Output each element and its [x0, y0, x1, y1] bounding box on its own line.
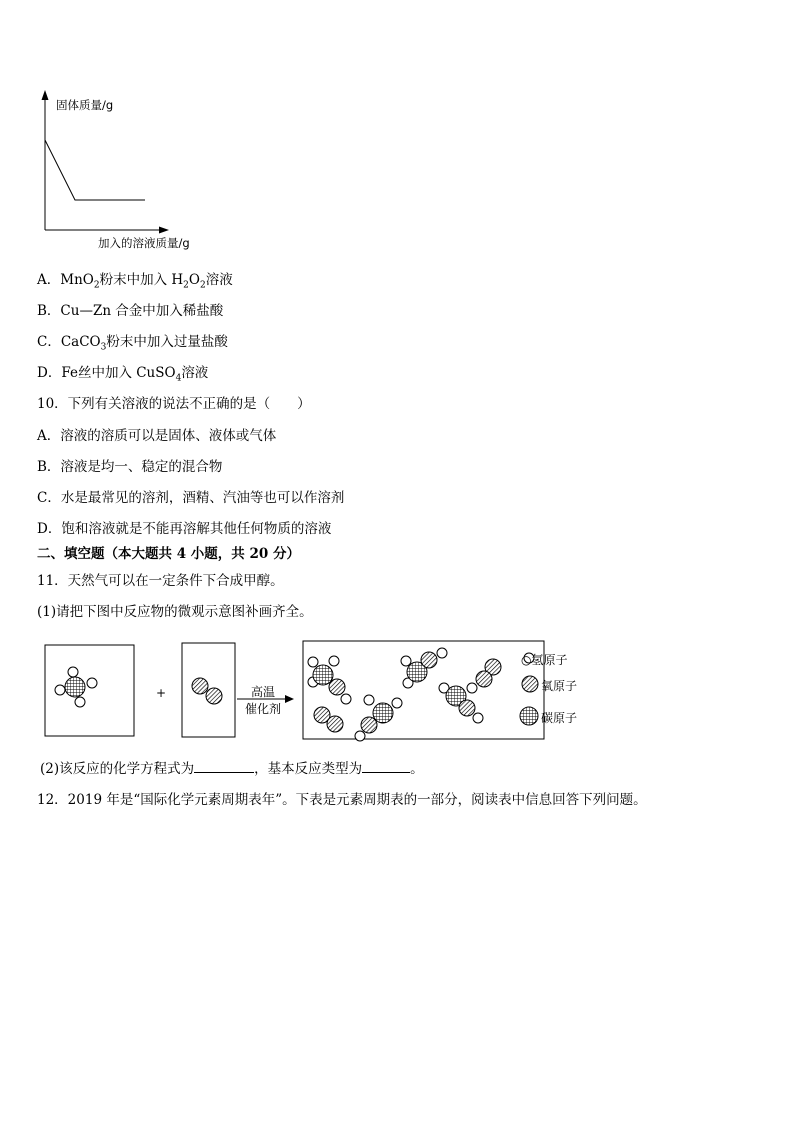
q10-option-c: C．水是最常见的溶剂，酒精、汽油等也可以作溶剂 [37, 490, 345, 506]
x-axis-arrow [159, 227, 169, 234]
methanol-molecule-4 [439, 683, 483, 723]
plus-sign: + [156, 686, 167, 700]
methanol-molecule-2 [401, 648, 447, 688]
legend-oxygen-icon [522, 676, 538, 692]
q10-stem: 10．下列有关溶液的说法不正确的是（ ） [37, 396, 311, 412]
oxygen-molecule [192, 678, 222, 704]
reaction-diagram [40, 638, 600, 743]
reaction-arrow-head [285, 695, 294, 703]
equation-blank [194, 760, 254, 773]
condition-catalyst: 催化剂 [244, 702, 281, 716]
q11-part2: (2)该反应的化学方程式为 ，基本反应类型为 。 [40, 761, 424, 777]
y-axis-arrow [42, 90, 49, 100]
q9-option-c: C．CaCO$_3$粉末中加入过量盐酸 [37, 334, 228, 353]
q9-option-a: A．MnO$_2$粉末中加入 $H_2O_2$溶液 [37, 272, 233, 291]
q9-option-d: D．Fe丝中加入 CuSO$_4$溶液 [37, 365, 209, 384]
methanol-molecule-3 [355, 695, 402, 741]
oxygen-molecule-product-1 [314, 707, 343, 732]
legend-carbon-label: 碳原子 [541, 711, 578, 725]
reaction-type-blank [362, 760, 410, 773]
x-axis-label: 加入的溶液质量/g [98, 236, 190, 250]
methanol-molecule-1 [308, 656, 351, 704]
y-axis-label: 固体质量/g [56, 98, 114, 112]
legend-carbon-icon [520, 707, 538, 725]
q10-option-b: B．溶液是均一、稳定的混合物 [37, 459, 223, 475]
q11-stem: 11．天然气可以在一定条件下合成甲醇。 [37, 573, 284, 589]
q10-option-d: D．饱和溶液就是不能再溶解其他任何物质的溶液 [37, 521, 332, 537]
legend-oxygen-label: 氧原子 [541, 679, 578, 693]
oxygen-molecule-product-2 [476, 659, 501, 687]
q12-stem: 12．2019 年是“国际化学元素周期表年”。下表是元素周期表的一部分，阅读表中信息回答下列问题。 [37, 792, 647, 808]
q9-option-b: B．Cu—Zn 合金中加入稀盐酸 [37, 303, 224, 319]
q11-part1: (1)请把下图中反应物的微观示意图补画齐全。 [37, 604, 313, 620]
q10-option-a: A．溶液的溶质可以是固体、液体或气体 [37, 428, 277, 444]
section-title: 二、填空题（本大题共 4 小题，共 20 分） [37, 546, 300, 562]
methane-molecule [55, 667, 97, 707]
series-line [45, 140, 145, 200]
legend-hydrogen-label: ○氢原子 [521, 653, 568, 667]
condition-temperature: 高温 [250, 685, 275, 699]
